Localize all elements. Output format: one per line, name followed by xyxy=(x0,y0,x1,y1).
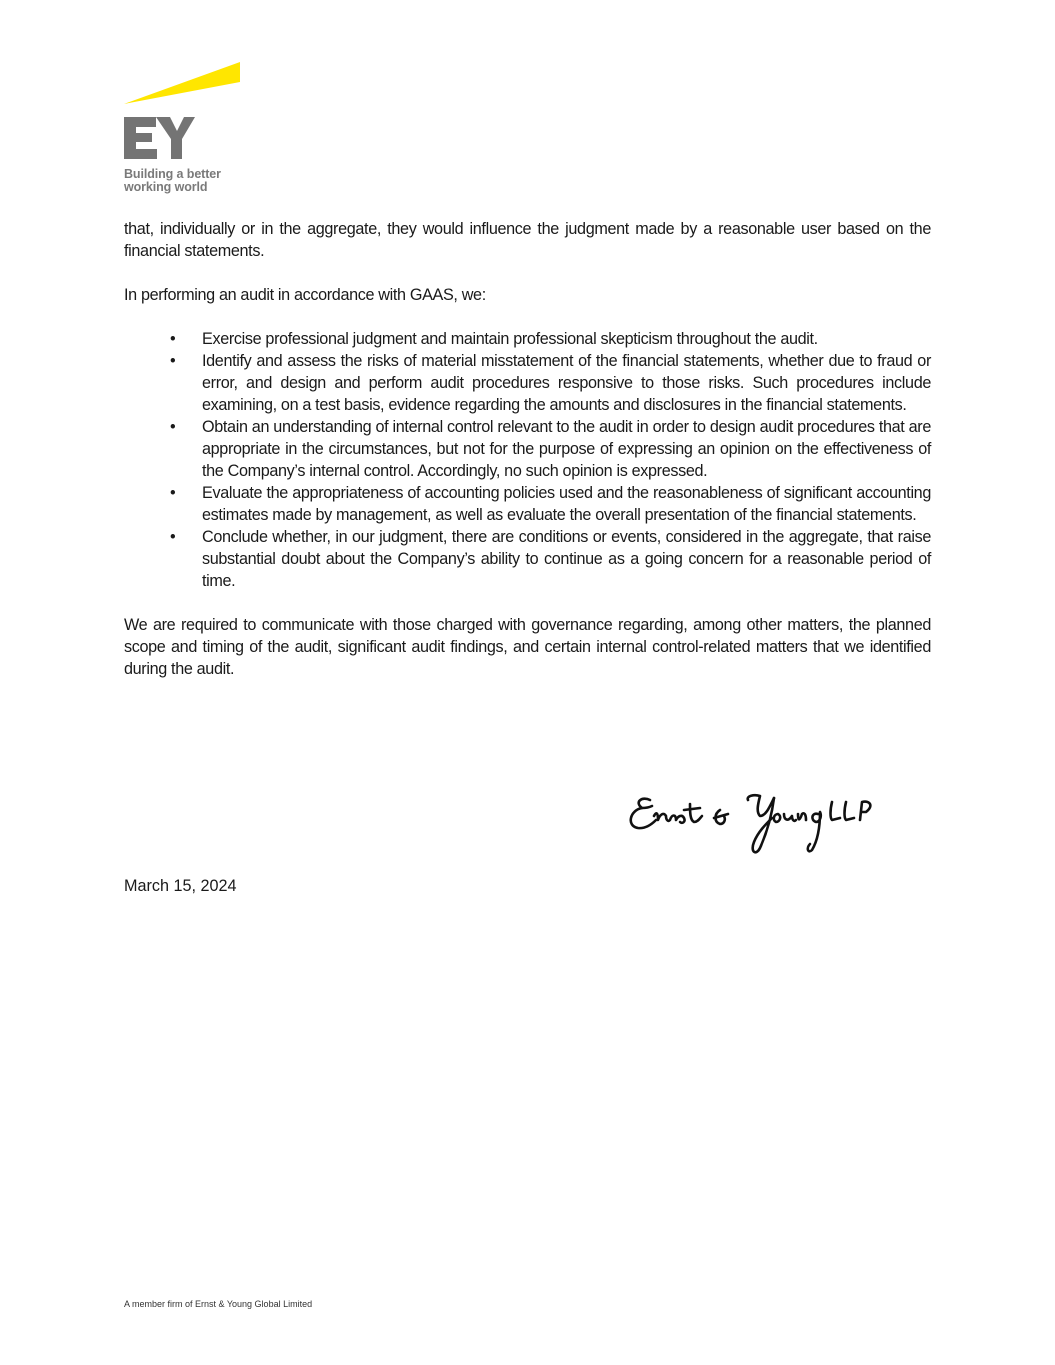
logo-tagline-line-1: Building a better xyxy=(124,167,221,181)
list-item xyxy=(124,416,931,482)
list-item xyxy=(124,482,931,526)
bullet-icon: • xyxy=(170,528,176,546)
handwritten-signature-icon xyxy=(628,790,888,860)
bullet-icon: • xyxy=(170,418,176,436)
list-item-text: Identify and assess the risks of material misstatement of the financial statements, whether due to fraud or error, and design and perform audit procedures responsive to those risks. Such procedures include examining, on a test basis, evidence regarding the amounts and disclosures in the financial statements. xyxy=(202,352,931,414)
paragraph-2: In performing an audit in accordance with GAAS, we: xyxy=(124,286,486,304)
report-date: March 15, 2024 xyxy=(124,877,237,895)
list-item xyxy=(124,350,931,416)
ey-logo-mark-icon xyxy=(124,60,244,170)
footer-note: A member firm of Ernst & Young Global Limited xyxy=(124,1299,313,1309)
bullet-icon: • xyxy=(170,352,176,370)
signature xyxy=(628,790,888,860)
procedures-list xyxy=(124,328,931,592)
bullet-icon: • xyxy=(170,484,176,502)
paragraph-1: that, individually or in the aggregate, they would influence the judgment made by a reasonable user based on the financial statements. xyxy=(124,220,931,260)
list-item-text: Exercise professional judgment and maintain professional skepticism throughout the audit. xyxy=(202,330,818,348)
paragraph-3: We are required to communicate with those charged with governance regarding, among other matters, the planned scope and timing of the audit, significant audit findings, and certain internal control-related matters that we identified during the audit. xyxy=(124,616,931,678)
bullet-icon: • xyxy=(170,330,176,348)
list-item xyxy=(124,328,931,350)
list-item-text: Obtain an understanding of internal control relevant to the audit in order to design audit procedures that are appropriate in the circumstances, but not for the purpose of expressing an opinion on the effectiveness of the Company’s internal control. Accordingly, no such opinion is expressed. xyxy=(202,418,931,480)
list-item-text: Conclude whether, in our judgment, there are conditions or events, considered in the aggregate, that raise substantial doubt about the Company’s ability to continue as a going concern for a reasonable period of time. xyxy=(202,528,931,590)
list-item-text: Evaluate the appropriateness of accounting policies used and the reasonableness of significant accounting estimates made by management, as well as evaluate the overall presentation of the financial statements. xyxy=(202,484,931,524)
logo-tagline xyxy=(124,168,221,194)
letter-body xyxy=(124,218,931,680)
list-item xyxy=(124,526,931,592)
logo-tagline-line-2: working world xyxy=(124,180,208,194)
